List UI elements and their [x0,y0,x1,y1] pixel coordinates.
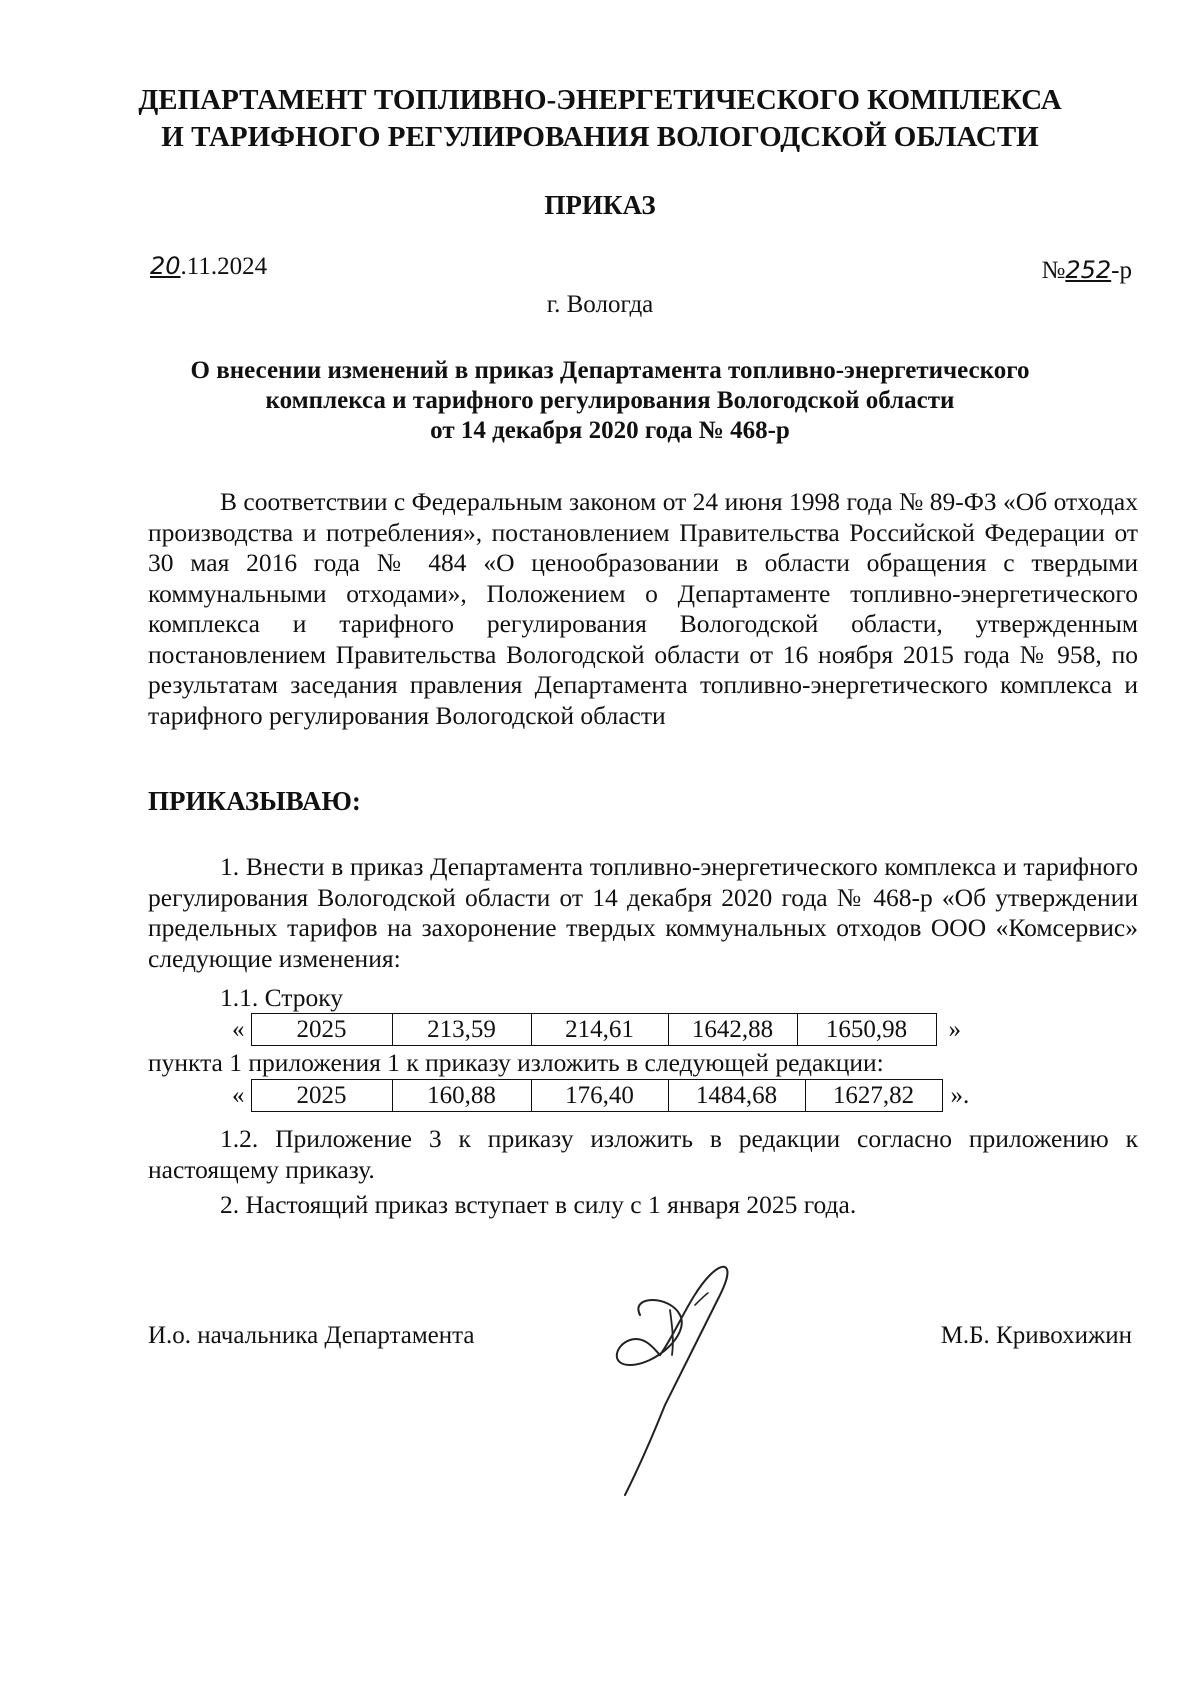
subject-line-1: О внесении изменений в приказ Департамента топливно-энергетического [190,357,1030,384]
document-subject [130,356,1090,446]
date-rest: .11.2024 [180,253,268,280]
between-text: пункта 1 приложения 1 к приказу изложить в следующей редакции: [148,1048,884,1077]
new-row-table [251,1079,943,1112]
header-line-2: И ТАРИФНОГО РЕГУЛИРОВАНИЯ ВОЛОГОДСКОЙ ОБЛАСТИ [161,121,1039,153]
item-1-1: 1.1. Строку [220,983,344,1012]
old-cell-4: 1650,98 [797,1014,936,1046]
item-1-2: 1.2. Приложение 3 к приказу изложить в редакции согласно приложению к настоящему приказу. [148,1124,1138,1184]
old-row-table [251,1013,937,1046]
document-date [150,252,267,281]
signatory-position: И.о. начальника Департамента [148,1322,475,1349]
old-cell-year: 2025 [251,1014,392,1046]
header-line-1: ДЕПАРТАМЕНТ ТОПЛИВНО-ЭНЕРГЕТИЧЕСКОГО КОМПЛЕКСА [138,84,1062,116]
item-1: 1. Внести в приказ Департамента топливно-энергетического комплекса и тарифного регулирования Вологодской области от 14 декабря 2020 года № 468-р «Об утверждении предельных тарифов на захоронение твердых коммунальных отходов ООО «Комсервис» следующие изменения: [148,852,1138,973]
old-row-close-quote: » [948,1015,961,1043]
item-2: 2. Настоящий приказ вступает в силу с 1 января 2025 года. [220,1190,857,1219]
new-cell-1: 160,88 [392,1080,531,1112]
preamble-paragraph: В соответствии с Федеральным законом от 24 июня 1998 года № 89-ФЗ «Об отходах производства и потребления», постановлением Правительства Российской Федерации от 30 мая 2016 года № 484 «О ценообразовании в области обращения с твердыми коммунальными отходами», Положением о Департаменте топливно-энергетического комплекса и тарифного регулирования Вологодской области, утвержденным постановлением Правительства Вологодской области от 16 ноября 2015 года № 958, по результатам заседания правления Департамента топливно-энергетического комплекса и тарифного регулирования Вологодской области [148,487,1138,730]
number-suffix: -р [1111,257,1132,284]
old-cell-3: 1642,88 [668,1014,797,1046]
new-row-close-quote: ». [950,1081,970,1109]
new-cell-4: 1627,82 [805,1080,942,1112]
signature-icon [600,1255,780,1505]
old-cell-1: 213,59 [392,1014,531,1046]
signatory-name: М.Б. Кривохижин [940,1322,1132,1349]
old-cell-2: 214,61 [531,1014,668,1046]
new-cell-2: 176,40 [531,1080,668,1112]
subject-line-3: от 14 декабря 2020 года № 468-р [430,417,790,444]
old-row [232,1013,961,1046]
department-header [0,82,1200,156]
new-row [232,1079,969,1112]
new-cell-year: 2025 [251,1080,392,1112]
city: г. Вологда [546,291,654,318]
order-word: ПРИКАЗЫВАЮ: [148,786,361,816]
document-number [1042,256,1133,285]
handwritten-day: 20 [150,252,181,280]
new-cell-3: 1484,68 [668,1080,805,1112]
subject-line-2: комплекса и тарифного регулирования Вологодской области [265,387,955,414]
number-prefix: № [1041,257,1066,284]
new-row-open-quote: « [232,1081,245,1109]
handwritten-number: 252 [1065,256,1112,284]
document-type: ПРИКАЗ [544,190,656,220]
old-row-open-quote: « [232,1015,245,1043]
